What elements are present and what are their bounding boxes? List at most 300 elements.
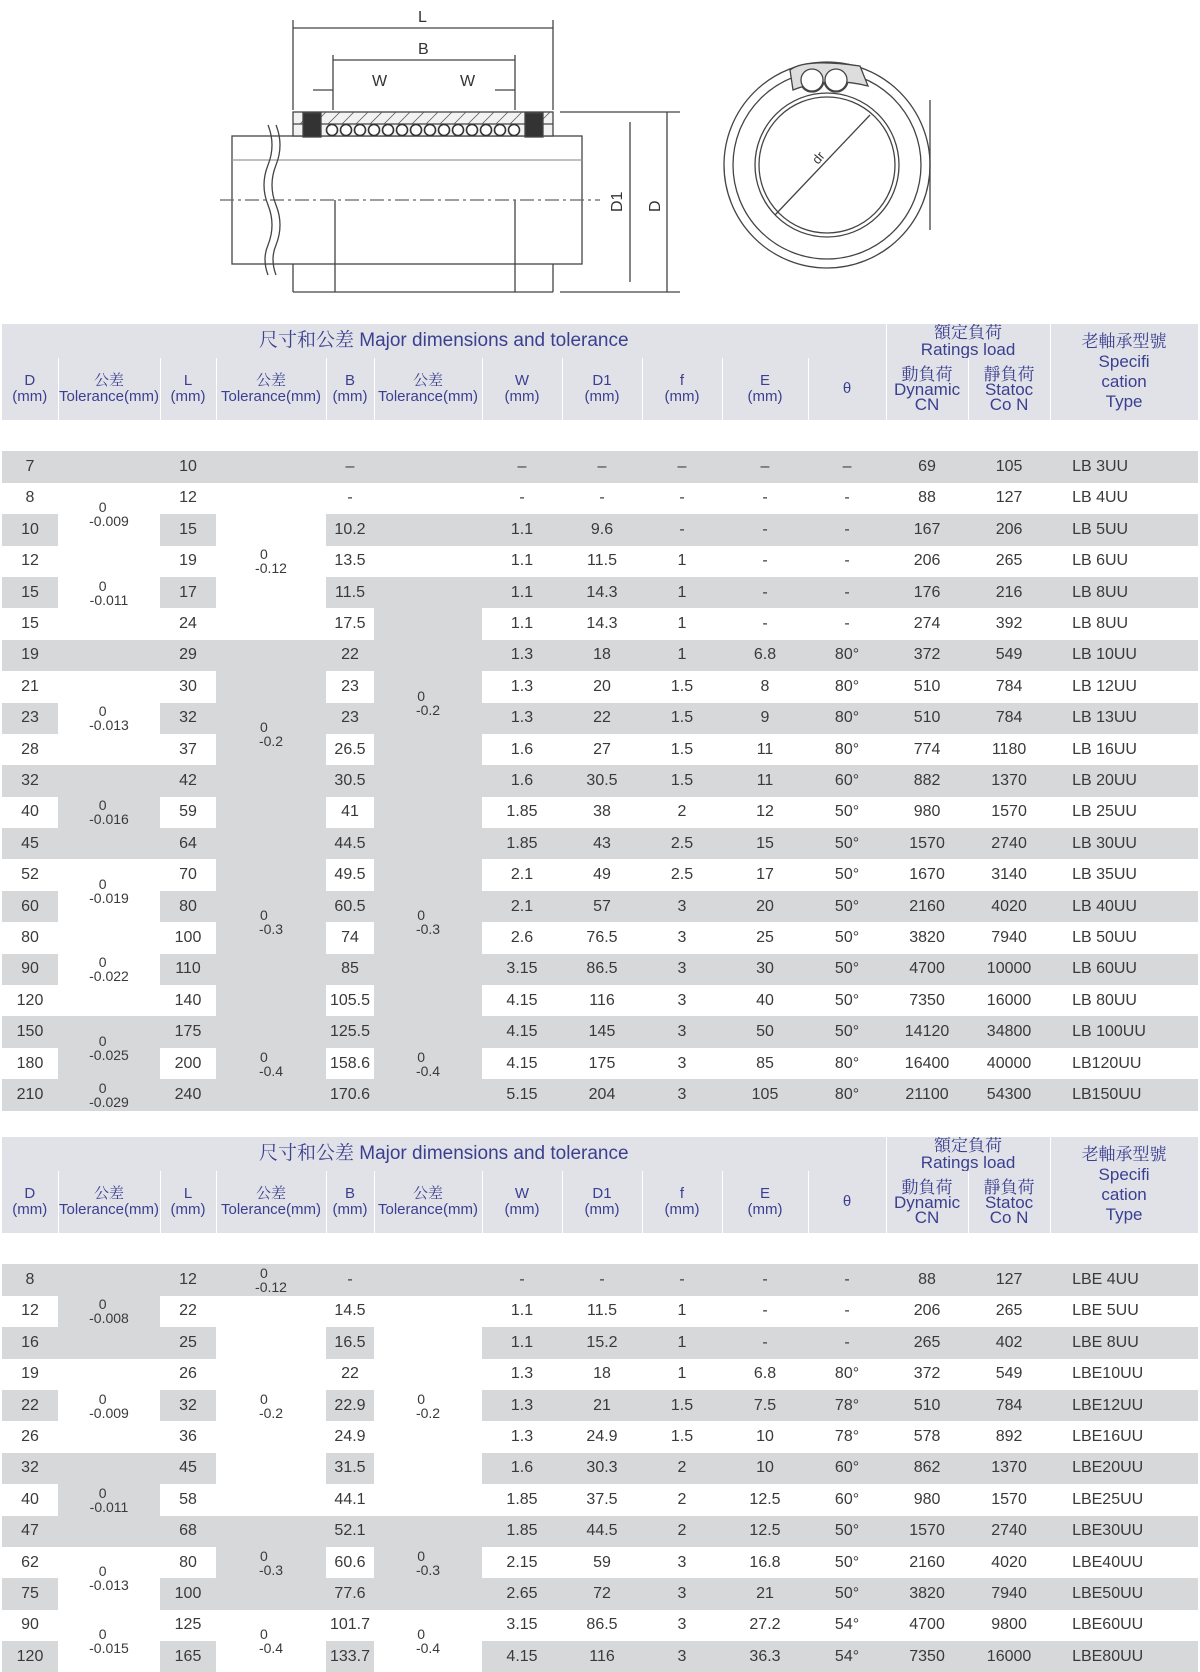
cell-dynamic-load: 3820 [886,922,968,953]
col-tol-D: 公差 Tolerance(mm) [58,358,160,420]
cell-L: 32 [160,1390,216,1421]
cell-dynamic-load: 372 [886,1359,968,1390]
cell-L: 80 [160,1547,216,1578]
cell-tol-B: 0 -0.3 [374,828,482,1016]
cell-dynamic-load: 176 [886,577,968,608]
type-header: 老軸承型號 Specifi cation Type [1050,324,1198,420]
cell-tol-L: 0 -0.3 [216,1516,326,1610]
cell-dynamic-load: 4700 [886,1610,968,1641]
cell-W: 1.1 [482,1327,562,1358]
cell-E: 11 [722,734,808,765]
col-L: L (mm) [160,1171,216,1233]
cell-type: LBE12UU [1050,1390,1198,1421]
cell-theta: - [808,546,886,577]
cell-W: – [482,451,562,482]
cell-f: 3 [642,1578,722,1609]
cell-B: 85 [326,954,374,985]
cell-D1: 49 [562,859,642,890]
cell-D: 120 [2,1641,58,1672]
table-row [2,1516,1198,1547]
table-row [2,859,1198,890]
cell-D: 8 [2,483,58,514]
cell-L: 32 [160,703,216,734]
table-row [2,1296,1198,1327]
dim-label-W-left: W [372,73,388,90]
cell-static-load: 1570 [968,797,1050,828]
cell-E: 10 [722,1453,808,1484]
col-D1: D1 (mm) [562,1171,642,1233]
cell-E: - [722,1327,808,1358]
cell-D1: - [562,483,642,514]
cell-L: 58 [160,1484,216,1515]
cell-type: LBE25UU [1050,1484,1198,1515]
cell-B: 22 [326,640,374,671]
cell-L: 19 [160,546,216,577]
ratings-load-header: 額定負荷 Ratings load [886,1137,1050,1171]
table-row [2,765,1198,796]
cell-theta: - [808,1327,886,1358]
cell-D1: 76.5 [562,922,642,953]
cell-L: 17 [160,577,216,608]
cell-D: 12 [2,1296,58,1327]
cell-D: 8 [2,1264,58,1295]
cell-type: LB 35UU [1050,859,1198,890]
cell-D: 90 [2,954,58,985]
cell-dynamic-load: 882 [886,765,968,796]
cell-E: 50 [722,1016,808,1047]
cell-tol-B: 0 -0.4 [374,1610,482,1672]
cell-B: 23 [326,671,374,702]
cell-D: 40 [2,1484,58,1515]
cell-dynamic-load: 274 [886,608,968,639]
cell-static-load: 40000 [968,1048,1050,1079]
cell-D1: 18 [562,1359,642,1390]
bearing-drawing [0,0,1200,310]
cell-B: 125.5 [326,1016,374,1047]
cell-L: 100 [160,922,216,953]
col-D: D (mm) [2,358,58,420]
cell-theta: - [808,1264,886,1295]
cell-B: 133.7 [326,1641,374,1672]
col-static: 靜負荷 Statoc Co N [968,1171,1050,1233]
col-theta: θ [808,358,886,420]
cell-dynamic-load: 206 [886,546,968,577]
cell-type: LB 100UU [1050,1016,1198,1047]
table-row [2,703,1198,734]
cell-static-load: 4020 [968,891,1050,922]
cell-D: 28 [2,734,58,765]
cell-type: LB 6UU [1050,546,1198,577]
cell-B: 158.6 [326,1048,374,1079]
cell-type: LBE60UU [1050,1610,1198,1641]
cell-static-load: 265 [968,546,1050,577]
cell-L: 29 [160,640,216,671]
cell-f: 1.5 [642,765,722,796]
cell-type: LB 5UU [1050,514,1198,545]
cell-E: - [722,483,808,514]
cell-theta: 60° [808,1453,886,1484]
cell-B: 170.6 [326,1079,374,1110]
cell-D: 32 [2,765,58,796]
cell-type: LB 16UU [1050,734,1198,765]
cell-E: 6.8 [722,1359,808,1390]
cell-static-load: 1370 [968,1453,1050,1484]
cell-L: 12 [160,483,216,514]
col-B: B (mm) [326,1171,374,1233]
cell-B: 60.6 [326,1547,374,1578]
table-row [2,640,1198,671]
cell-theta: 50° [808,859,886,890]
cell-f: 1 [642,640,722,671]
cell-B: 74 [326,922,374,953]
cell-dynamic-load: 980 [886,797,968,828]
cell-D: 45 [2,828,58,859]
cell-f: 1.5 [642,1390,722,1421]
cell-tol-B: 0 -0.3 [374,1516,482,1610]
cell-type: LBE16UU [1050,1421,1198,1452]
cell-theta: 50° [808,1547,886,1578]
cell-E: 20 [722,891,808,922]
table-row [2,1390,1198,1421]
cell-type: LB 25UU [1050,797,1198,828]
cell-W: 4.15 [482,1016,562,1047]
cell-E: - [722,1264,808,1295]
cell-dynamic-load: 510 [886,703,968,734]
cell-tol-D [58,640,160,671]
table-row [2,1453,1198,1484]
cell-dynamic-load: 862 [886,1453,968,1484]
cell-tol-D: 0 -0.009 [58,483,160,546]
cell-dynamic-load: 980 [886,1484,968,1515]
cell-E: 12 [722,797,808,828]
cell-D: 150 [2,1016,58,1047]
cell-theta: 50° [808,891,886,922]
cell-E: – [722,451,808,482]
table-row [2,985,1198,1016]
cell-D1: 86.5 [562,954,642,985]
ratings-load-header: 額定負荷 Ratings load [886,324,1050,358]
cell-B: 49.5 [326,859,374,890]
cell-theta: 50° [808,1016,886,1047]
cell-static-load: 105 [968,451,1050,482]
table-row [2,1079,1198,1110]
cell-static-load: 9800 [968,1610,1050,1641]
cell-tol-B [374,546,482,577]
table-title: 尺寸和公差 Major dimensions and tolerance [2,1137,886,1171]
cell-f: 3 [642,1016,722,1047]
cell-B: 44.5 [326,828,374,859]
cell-type: LB 30UU [1050,828,1198,859]
cell-D: 12 [2,546,58,577]
cell-dynamic-load: 21100 [886,1079,968,1110]
cell-tol-L: 0 -0.12 [216,1264,326,1295]
cell-dynamic-load: 69 [886,451,968,482]
cell-static-load: 784 [968,1390,1050,1421]
cell-W: 1.6 [482,1453,562,1484]
cell-W: 1.3 [482,640,562,671]
cell-f: 2.5 [642,859,722,890]
cell-B: 14.5 [326,1296,374,1327]
col-D: D (mm) [2,1171,58,1233]
cell-W: 1.6 [482,765,562,796]
cell-f: 3 [642,1610,722,1641]
table-row [2,1327,1198,1358]
cell-L: 36 [160,1421,216,1452]
cell-D: 90 [2,1610,58,1641]
cell-D1: 18 [562,640,642,671]
cell-tol-L: 0 -0.3 [216,828,326,1016]
cell-L: 37 [160,734,216,765]
cell-L: 240 [160,1079,216,1110]
cell-type: LB 8UU [1050,577,1198,608]
cell-B: 41 [326,797,374,828]
cell-W: 1.3 [482,671,562,702]
cell-tol-D: 0 -0.022 [58,922,160,1016]
cell-type: LB 60UU [1050,954,1198,985]
cell-tol-B [374,514,482,545]
cell-static-load: 1370 [968,765,1050,796]
cell-B: 13.5 [326,546,374,577]
cell-L: 100 [160,1578,216,1609]
table-row [2,891,1198,922]
col-tol-L: 公差 Tolerance(mm) [216,358,326,420]
table-row [2,922,1198,953]
cell-E: 12.5 [722,1516,808,1547]
cell-f: 3 [642,1079,722,1110]
cell-tol-B: 0 -0.4 [374,1016,482,1110]
cell-theta: 54° [808,1610,886,1641]
col-dynamic: 動負荷 Dynamic CN [886,358,968,420]
col-f: f (mm) [642,1171,722,1233]
cell-D: 10 [2,514,58,545]
cell-D: 62 [2,1547,58,1578]
cell-L: 30 [160,671,216,702]
cell-f: 3 [642,1547,722,1578]
cell-dynamic-load: 1570 [886,828,968,859]
cell-static-load: 784 [968,703,1050,734]
cell-D1: 11.5 [562,546,642,577]
cell-tol-D: 0 -0.025 [58,1016,160,1079]
cell-dynamic-load: 206 [886,1296,968,1327]
cell-L: 12 [160,1264,216,1295]
cell-D: 26 [2,1421,58,1452]
cell-W: 1.3 [482,1421,562,1452]
cell-D1: 43 [562,828,642,859]
col-theta: θ [808,1171,886,1233]
cell-static-load: 3140 [968,859,1050,890]
cell-W: 1.1 [482,608,562,639]
cell-D1: 15.2 [562,1327,642,1358]
cell-D1: 86.5 [562,1610,642,1641]
cell-type: LB 20UU [1050,765,1198,796]
cell-E: 6.8 [722,640,808,671]
cell-D1: 116 [562,985,642,1016]
cell-tol-D: 0 -0.008 [58,1264,160,1358]
cell-E: - [722,608,808,639]
cell-dynamic-load: 88 [886,483,968,514]
cell-B: 16.5 [326,1327,374,1358]
cell-theta: 50° [808,954,886,985]
cell-theta: 50° [808,922,886,953]
cell-D: 16 [2,1327,58,1358]
cell-f: – [642,451,722,482]
table-row [2,1016,1198,1047]
cell-type: LBE80UU [1050,1641,1198,1672]
cell-theta: 80° [808,734,886,765]
cell-f: 3 [642,954,722,985]
cell-D1: 14.3 [562,577,642,608]
col-L: L (mm) [160,358,216,420]
cell-type: LB 4UU [1050,483,1198,514]
cell-tol-D: 0 -0.015 [58,1610,160,1672]
cell-f: 1 [642,1327,722,1358]
cell-D1: 22 [562,703,642,734]
cell-D1: 116 [562,1641,642,1672]
dim-label-D: D [647,200,664,212]
cell-D1: 204 [562,1079,642,1110]
cell-E: 25 [722,922,808,953]
col-tol-B: 公差 Tolerance(mm) [374,1171,482,1233]
cell-tol-L [216,451,326,482]
cell-W: 1.1 [482,577,562,608]
dim-label-D1: D1 [609,191,626,212]
col-E: E (mm) [722,358,808,420]
cell-theta: 80° [808,703,886,734]
cell-theta: 60° [808,765,886,796]
cell-theta: 50° [808,985,886,1016]
cell-E: 9 [722,703,808,734]
cell-type: LB 12UU [1050,671,1198,702]
cell-f: 1.5 [642,671,722,702]
cell-theta: 80° [808,1359,886,1390]
cell-f: 2 [642,1516,722,1547]
cell-D1: 9.6 [562,514,642,545]
cell-f: 1 [642,577,722,608]
cell-W: 1.85 [482,828,562,859]
cell-B: 22 [326,1359,374,1390]
cell-D: 210 [2,1079,58,1110]
cell-type: LB 13UU [1050,703,1198,734]
cell-theta: 54° [808,1641,886,1672]
cell-static-load: 392 [968,608,1050,639]
cell-W: 4.15 [482,1641,562,1672]
cell-D1: 30.3 [562,1453,642,1484]
cell-tol-B: 0 -0.2 [374,1296,482,1516]
cell-L: 68 [160,1516,216,1547]
cell-type: LB150UU [1050,1079,1198,1110]
cell-D: 52 [2,859,58,890]
cell-B: - [326,1264,374,1295]
table-body [2,420,1198,1111]
cell-E: - [722,1296,808,1327]
cell-static-load: 34800 [968,1016,1050,1047]
cell-static-load: 16000 [968,985,1050,1016]
cell-E: 7.5 [722,1390,808,1421]
col-tol-B: 公差 Tolerance(mm) [374,358,482,420]
cell-E: 16.8 [722,1547,808,1578]
cell-static-load: 2740 [968,828,1050,859]
cell-type: LB 8UU [1050,608,1198,639]
cell-B: 31.5 [326,1453,374,1484]
cell-B: 17.5 [326,608,374,639]
cell-f: 2.5 [642,828,722,859]
cell-W: - [482,483,562,514]
cell-dynamic-load: 2160 [886,891,968,922]
cell-W: 1.3 [482,1390,562,1421]
cell-f: 2 [642,797,722,828]
col-B: B (mm) [326,358,374,420]
cell-D1: 11.5 [562,1296,642,1327]
cell-E: 11 [722,765,808,796]
cell-W: 3.15 [482,1610,562,1641]
cell-type: LBE40UU [1050,1547,1198,1578]
cell-static-load: 2740 [968,1516,1050,1547]
cell-static-load: 7940 [968,1578,1050,1609]
cell-D1: 57 [562,891,642,922]
cell-type: LBE 4UU [1050,1264,1198,1295]
cell-W: 2.1 [482,859,562,890]
col-W: W (mm) [482,358,562,420]
spacer-row [2,420,1198,451]
cell-D1: 20 [562,671,642,702]
table-row [2,1578,1198,1609]
cell-f: 1 [642,1296,722,1327]
cell-E: 8 [722,671,808,702]
cell-D: 180 [2,1048,58,1079]
cell-f: - [642,514,722,545]
table-row [2,1264,1198,1295]
table-row [2,1359,1198,1390]
table-row [2,608,1198,639]
cell-D: 15 [2,608,58,639]
cell-W: 1.3 [482,1359,562,1390]
cell-E: 17 [722,859,808,890]
cell-W: 2.6 [482,922,562,953]
cell-W: 1.3 [482,703,562,734]
cell-dynamic-load: 88 [886,1264,968,1295]
cell-E: - [722,577,808,608]
table-row [2,954,1198,985]
cell-B: 23 [326,703,374,734]
table-title: 尺寸和公差 Major dimensions and tolerance [2,324,886,358]
cell-L: 42 [160,765,216,796]
cell-W: 1.85 [482,1484,562,1515]
table-row [2,1421,1198,1452]
cell-L: 24 [160,608,216,639]
cell-dynamic-load: 16400 [886,1048,968,1079]
table-row [2,1484,1198,1515]
cell-D: 40 [2,797,58,828]
table-row [2,451,1198,482]
cell-D1: 30.5 [562,765,642,796]
cell-L: 80 [160,891,216,922]
cell-E: 30 [722,954,808,985]
cell-tol-L: 0 -0.2 [216,1296,326,1516]
cell-tol-B [374,1264,482,1295]
cell-dynamic-load: 510 [886,1390,968,1421]
cell-f: 2 [642,1453,722,1484]
cell-L: 200 [160,1048,216,1079]
cell-theta: 50° [808,1578,886,1609]
cell-B: 105.5 [326,985,374,1016]
table-row [2,1547,1198,1578]
table-row [2,734,1198,765]
cell-D1: 14.3 [562,608,642,639]
cell-theta: 80° [808,671,886,702]
cell-f: 1 [642,1359,722,1390]
cell-dynamic-load: 14120 [886,1016,968,1047]
cell-dynamic-load: 1670 [886,859,968,890]
